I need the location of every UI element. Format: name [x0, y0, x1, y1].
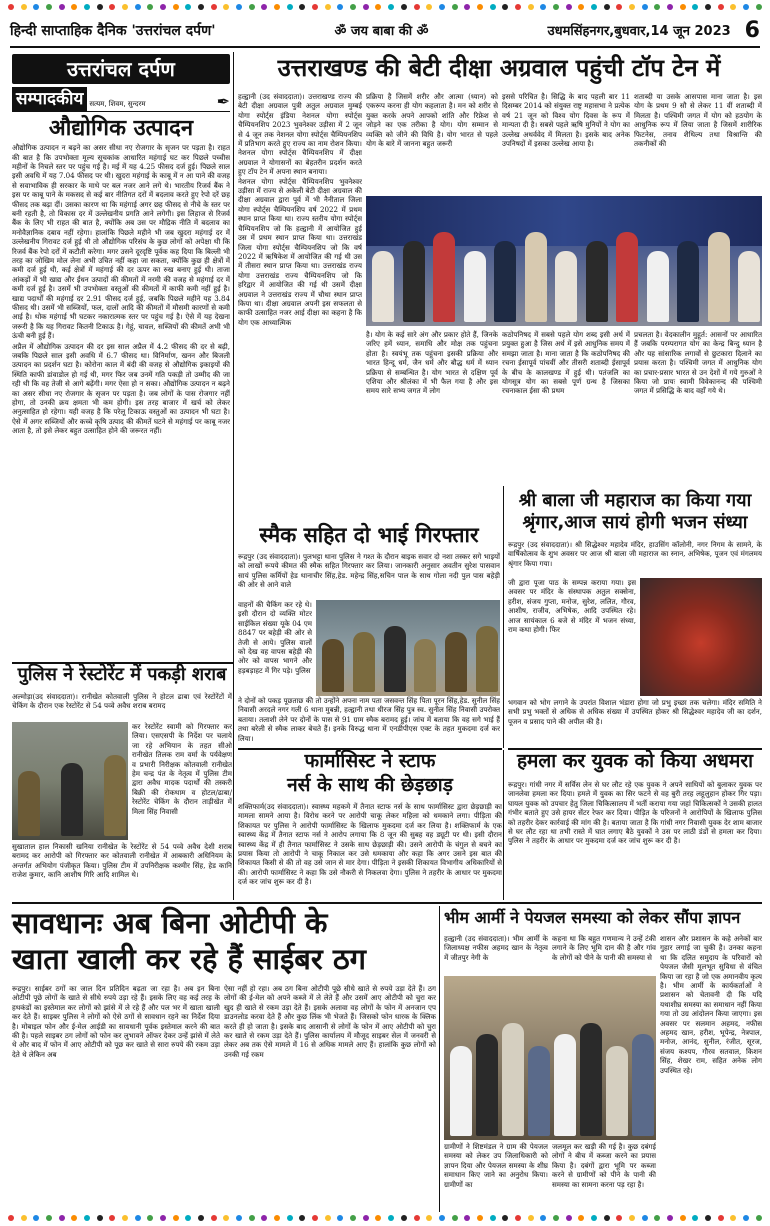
registration-dot	[629, 4, 635, 10]
registration-dot	[185, 1215, 191, 1221]
registration-dot	[414, 1215, 420, 1221]
registration-dot	[312, 4, 318, 10]
registration-dot	[211, 4, 217, 10]
person-figure	[18, 771, 40, 836]
divider-vertical-left-2	[233, 664, 234, 900]
person-figure	[647, 251, 669, 323]
editorial-banner: उत्तरांचल दर्पण	[12, 54, 230, 84]
registration-dot	[135, 1215, 141, 1221]
registration-dot	[97, 4, 103, 10]
registration-dot	[426, 1215, 432, 1221]
person-figure	[322, 639, 344, 692]
divider-vertical-left	[233, 52, 234, 664]
registration-dot	[299, 4, 305, 10]
registration-dot	[502, 4, 508, 10]
registration-dot	[756, 4, 762, 10]
registration-dot	[654, 4, 660, 10]
editorial-body-2: अप्रैल में औद्योगिक उत्पादन की दर इस साल अप्रैल में 4.2 फीसद की दर से बढ़ी, जबकि पिछले साल इसी अवधि में 6.7 फीसद था। विनिर्माण, खनन और बिजली उत्पादन का प्रदर्शन घटा है। कोरोना काल में बंदी की वजह से औद्योगिक इकाइयों की स्थिति काफी डांवाडोल हो गई थी, मगर फिर जब उनमें गति पकड़ी तो उम्मीद की जा रही थी कि वह तेजी से आगे बढ़ेंगी। मगर ऐसा हो न सका। औद्योगिक उत्पादन न बढ़ने का असर सीधा नए रोजगार के सृजन पर पड़ता है। जब लोगों के पास रोजगार नहीं होगा, तो उनकी क्रय क्षमता भी कम होगी। इस तरह बाजार में खर्च को लेकर अनुत्साहित हो रहेगा। यही वजह है कि परेलू टिकाऊ वस्तुओं का उत्पादन भी घटा है। ऐसे में अगर सब्जियों और कच्चे कृषि उत्पाद की कीमतें घटने से महंगाई पर काबू नजर आता है, तो इसे लेकर बहुत उत्साहित होने की जरूरत नहीं।	[12, 341, 230, 436]
bhajan-rest	[508, 698, 762, 746]
place-date: उधमसिंहनगर,बुधवार,14 जून 2023	[547, 24, 731, 39]
registration-dot	[477, 1215, 483, 1221]
registration-dot	[730, 1215, 736, 1221]
water-text-1b: ग्रामीणों ने शिष्टमंडल ने ग्राम की पेयजल समस्या को लेकर उप जिलाधिकारी को ज्ञापन दिया और पेयजल समस्या के शीघ्र समाधान किए जाने का अनुरोध किया। ग्रामीणों का	[444, 1142, 548, 1189]
registration-dot	[591, 4, 597, 10]
registration-dot	[274, 4, 280, 10]
cyber-headline-1: सावधानः अब बिना ओटीपी के	[12, 906, 328, 940]
registration-dot	[452, 1215, 458, 1221]
registration-dot	[46, 4, 52, 10]
person-figure	[403, 241, 425, 322]
person-figure	[476, 626, 498, 692]
registration-dots-bottom	[8, 1214, 762, 1222]
registration-dot	[616, 1215, 622, 1221]
registration-dot	[236, 4, 242, 10]
attack-story-text: रूद्रपुर। गांधी नगर में सर्विस लेन से घर लौट रहे एक युवक ने अपने साथियों को बुलाकर युवक पर जानलेवा हमला कर दिया। हमले में युवक का सिर फटने से वह बुरी तरह लहूलुहान होकर गिर पड़ा। घायल युवक को उपचार हेतु जिला चिकित्सालय में भर्ती कराया गया जहां चिकित्सकों ने उसकी हालत गंभीर बताते हुए उसे हायर सेंटर रेफर कर दिया। पीड़ित के परिजनों ने आरोपियों के खिलाफ पुलिस को तहरीर देकर कार्रवाई की मांग की है। बताया जाता है कि गांधी नगर निवासी युवक देर शाम बाजार से घर लौट रहा था तभी रास्ते में घात लगाए बैठे युवकों ने उस पर लाठी डंडों से हमला कर दिया। पुलिस ने तहरीर के आधार पर मुकदमा दर्ज कर जांच शुरू कर दी है।	[508, 780, 762, 846]
registration-dot	[173, 1215, 179, 1221]
registration-dot	[185, 4, 191, 10]
person-figure	[528, 1046, 550, 1136]
person-figure	[677, 241, 699, 322]
stage-backdrop	[366, 196, 762, 246]
registration-dot	[375, 4, 381, 10]
cyber-col2	[224, 984, 436, 1210]
top-story-col1	[238, 92, 362, 520]
registration-dot	[21, 1215, 27, 1221]
registration-dot	[705, 4, 711, 10]
nurse-story	[238, 802, 502, 900]
smack-story-lead-text: रूद्रपुर (उद संवाददाता)। पुलभट्टा थाना पुलिस ने गश्त के दौरान बाइक सवार दो नशा तस्कर सगे भाइयों को लाखों रूपये कीमत की स्मैक सहित गिरफ्तार कर लिया। जानकारी अनुसार अवतीन सुरेश पासवान सायं पुलिस कर्मियों हेड थानाचीर सिंह,हेड. महेन्द्र सिंह,सचिन पाल के साथ गोला नदी पुल पास बहेड़ी की ओर से आने वाले	[238, 552, 500, 590]
registration-dot	[718, 4, 724, 10]
water-col1	[444, 934, 548, 974]
person-figure	[525, 232, 547, 322]
divider-vertical-bottom	[439, 906, 440, 1212]
cyber-text-1: रूद्रपुर। साईबर ठगों का जाल दिन प्रतिदिन बढ़ता जा रहा है। अब इन बिना ओटीपी पूछे लोगों के खाते से सीधे रुपये उड़ा रहे हैं। इसके लिए वह कई तरह के हथकंडों का इस्तेमाल कर लोगों को झांसे में ले रहे हैं और पल भर में खाता खाली कर देते हैं। साइबर पुलिस ने लोगों को ऐसे ठगों से सावधान रहने का निर्देश दिया है। मोबाइल फोन और ई-मेल आईडी का सावधानी पूर्वक इस्तेमाल करने की बात की है। पहले साइबर ठग लोगों को फोन कर लुभावने ऑफर देकर उन्हें झांसे में लेते थे और बाद में फोन में आए ओटीपी को पूछ कर खाते से सारा रुपये की रकम उड़ा देते थे लेकिन अब	[12, 984, 220, 1059]
registration-dot	[388, 4, 394, 10]
person-figure	[433, 232, 455, 322]
registration-dot	[464, 1215, 470, 1221]
top-story-text-3: इससे परिचित है। सिद्धि के बाद पहली बार 11 दिसम्बर 2014 को संयुक्त राष्ट्र महासभा ने प्रत्येक वर्ष 21 जून को विश्व योग दिवस के रूप में मान्यता दी है। सबसे पहले ऋषि मुनियों ने योग का उल्लेख अथर्ववेद में मिलता है। इसके बाद अनेक उपनिषदों में इसका उल्लेख आया है।	[502, 92, 630, 149]
memorandum-photo	[444, 976, 656, 1140]
registration-dot	[249, 1215, 255, 1221]
cyber-col1	[12, 984, 220, 1210]
bhajan-rest-text: भगवान को भोग लगाने के उपरांत विशाल भंडारा होगा जो प्रभु इच्छा तक चलेगा। मंदिर समिति ने सभी प्रभु भक्तों से अधिक से अधिक संख्या में उपस्थित होकर श्री सिद्धेश्वर महादेव जी का दर्शन, पूजन व प्रसाद पाने की अपील की है।	[508, 698, 762, 726]
divider-vertical-mid	[503, 486, 504, 748]
registration-dot	[261, 1215, 267, 1221]
person-figure	[445, 632, 467, 692]
registration-dot	[553, 1215, 559, 1221]
top-story-col4	[634, 92, 762, 194]
registration-dot	[33, 1215, 39, 1221]
smack-story-rest-text: ने दोनों को पकड़ पूछताछ की तो उन्होंने अपना नाम पता जसवन्त सिंह पिता पूरन सिंह,हेड. सुनील सिंह निवासी अरदले नगर गली 6 थाना मुबन्नी, हल्द्वानी तथा धीरज सिंह पुत्र स्व. सुनील सिंह निवासी उपरोक्त बताया। तलाशी लेने पर दोनों के पास से 91 ग्राम स्मैक बरामद हुई। जांच में बताया कि वह सगे भाई हैं तथा बरेली से स्मैक लाकर बेचते हैं। इनके विरुद्ध थाना में एनडीपीएस एक्ट के तहत मुकदमा दर्ज कर लिया।	[238, 696, 500, 743]
liquor-seizure-photo	[12, 722, 128, 840]
paper-name: हिन्दी साप्ताहिक दैनिक 'उत्तरांचल दर्पण'	[10, 22, 216, 39]
registration-dot	[401, 4, 407, 10]
registration-dot	[578, 4, 584, 10]
registration-dot	[743, 1215, 749, 1221]
registration-dot	[490, 1215, 496, 1221]
registration-dot	[363, 1215, 369, 1221]
person-figure	[606, 1046, 628, 1136]
registration-dot	[211, 1215, 217, 1221]
registration-dot	[654, 1215, 660, 1221]
registration-dot	[173, 4, 179, 10]
registration-dot	[566, 4, 572, 10]
registration-dot	[287, 4, 293, 10]
registration-dot	[59, 4, 65, 10]
registration-dot	[718, 1215, 724, 1221]
registration-dot	[236, 1215, 242, 1221]
liquor-story-rest	[12, 842, 232, 898]
registration-dot	[198, 4, 204, 10]
registration-dot	[84, 1215, 90, 1221]
registration-dot	[680, 4, 686, 10]
registration-dot	[680, 1215, 686, 1221]
registration-dot	[616, 4, 622, 10]
registration-dot	[515, 4, 521, 10]
registration-dot	[350, 4, 356, 10]
registration-dot	[299, 1215, 305, 1221]
award-ceremony-photo	[366, 196, 762, 326]
person-figure	[586, 241, 608, 322]
person-figure	[353, 632, 375, 692]
person-figure	[104, 755, 126, 836]
registration-dot	[223, 4, 229, 10]
registration-dot	[591, 1215, 597, 1221]
liquor-lead-text: अल्मोड़ा(उद संवाददाता)। रानीखेत कोतवाली पुलिस ने होटल ढाबा एवं रेस्टोरेंटों में चेकिंग के दौरान एक रेस्टोरेंट से 54 पव्वे अवैध शराब बरामद	[12, 692, 232, 711]
divider-h-4	[12, 902, 762, 904]
cyber-headline-2: खाता खाली कर रहे हैं साईबर ठग	[12, 942, 366, 976]
water-col3	[660, 934, 762, 1210]
editorial-tagline: सत्यम, शिवम, सुन्दरम	[89, 100, 146, 108]
nurse-headline-2: नर्स के साथ की छेड़छाड़	[287, 774, 453, 796]
water-story-headline: भीम आर्मी ने पेयजल समस्या को लेकर सौंपा ज्ञापन	[444, 908, 741, 927]
registration-dot	[642, 1215, 648, 1221]
registration-dot	[375, 1215, 381, 1221]
registration-dot	[160, 4, 166, 10]
liquor-story-side	[132, 722, 232, 840]
person-figure	[372, 251, 394, 323]
registration-dot	[642, 4, 648, 10]
registration-dot	[540, 1215, 546, 1221]
registration-dot	[578, 1215, 584, 1221]
top-story-headline: उत्तराखण्ड की बेटी दीक्षा अग्रवाल पहुंची टॉप टेन में	[277, 54, 721, 82]
smack-story-side	[238, 600, 312, 694]
registration-dot	[667, 4, 673, 10]
registration-dot	[692, 1215, 698, 1221]
registration-dot	[198, 1215, 204, 1221]
registration-dot	[261, 4, 267, 10]
registration-dot	[21, 4, 27, 10]
masthead	[10, 14, 760, 48]
water-col2	[552, 934, 656, 974]
top-story-text-3b: कठोपनिषद में सबसे पहले योग शब्द इसी अर्थ में प्रयुक्त हुआ है जिस अर्थ में इसे आधुनिक समय में समझा जाता है। माना जाता है कि कठोपनिषद की रचना ईसापूर्व पांचवीं और तीसरी शताब्दी ईसापूर्व के बीच के कालखण्ड में हुई थी। पतंजलि का योगसूत्र योग का सबसे पूर्ण ग्रन्थ है जिसका रचनाकाल ईसा की प्रथम	[502, 330, 630, 396]
top-story-text-4: शताब्दी या उसके आसपास माना जाता है। इस योग के प्रथम 9 सौ से लेकर 11 वीं शताब्दी में मिलता है। पश्चिमी जगत में योग को हठयोग के आधुनिक रूप में लिया जाता है जिसमें शारीरिक फिटनेस, तनाव शैथिल्य तथा विश्रान्ति की तकनीकों की	[634, 92, 762, 149]
registration-dot	[274, 1215, 280, 1221]
top-story-text-1b: नेशनल योगा स्पोर्ट्स चैम्पियनशिप भुवनेश्वर उड़ीसा में राज्य से अकेली बेटी दीक्षा अग्रवाल की दीक्षा अग्रवाल द्वारा पूर्व में भी नैनीताल जिला योगा स्पोर्ट्स चैम्पियनशिप वर्ष 2022 में प्रथम स्थान प्राप्त किया था। राज्य स्तरीय योगा स्पोर्ट्स चैम्पियनशिप जो कि हल्द्वानी में आयोजित हुई उस में प्रथम स्थान प्राप्त किया था। उत्तराखंड जिला योगा स्पोर्ट्स चैम्पियनशिप जो कि वर्ष 2022 में ऋषिकेश में आयोजित की गई थी उस में तीसरा स्थान प्राप्त किया था। उत्तराखंड राज्य योगा उत्तराखंड राज्य चैम्पियनशिप जो कि हरिद्वार में आयोजित की गई थी उसमें दीक्षा अग्रवाल ने उत्तराखंड राज्य में चौथा स्थान प्राप्त किया था। दीक्षा अग्रवाल अपनी इस सफलता से काफी उत्साहित नजर आई दीक्षा का कहना है कि योग एक आध्यात्मिक	[238, 176, 362, 327]
registration-dot	[604, 1215, 610, 1221]
registration-dot	[71, 1215, 77, 1221]
liquor-side-text: कर रेस्टोरेंट स्वामी को गिरफ्तार कर लिया। एसएसपी के निर्देश पर चलाये जा रहे अभियान के तहत सीओ रानीखेत तिलक राम वर्मा के पर्यवेक्षण व प्रभारी निरीक्षक कोतवाली रानीखेत हेम चन्द्र पंत के नेतृत्व में पुलिस टीम द्वारा अवैध मादक पदार्थों की तस्करी बिक्री की रोकथाम व होटल/ढाबा/रेस्टोरेंट चेकिंग के दौरान ताड़ीखेत में मिला सिंह निवासी	[132, 722, 232, 816]
top-story-text-4b: प्रचलता है। वेदकालीन मुहूर्त: आसनों पर आधारित हैं जबकि परम्परागत योग का केन्द्र बिन्दु ध्यान है और यह सांसारिक लगावों से छुटकारा दिलाने का प्रयास करता है। पश्चिमी जगत में आधुनिक योग का प्रचार-प्रसार भारत से उन देशों में गये गुरुओं ने किया जो प्रायः स्वामी विवेकानन्द की पश्चिमी जगत में प्रसिद्धि के बाद वहाँ गये थे।	[634, 330, 762, 396]
page-number: 6	[744, 17, 760, 43]
registration-dot	[8, 1215, 14, 1221]
person-figure	[708, 232, 730, 322]
registration-dot	[540, 4, 546, 10]
registration-dot	[401, 1215, 407, 1221]
registration-dot	[325, 1215, 331, 1221]
person-figure	[384, 626, 406, 692]
editorial-label: सम्पादकीय	[12, 87, 87, 111]
attack-story	[508, 780, 762, 900]
top-story-text-2b: है। योग के कई सारे अंग और प्रकार होते हैं, जिनके जरिए हमें ध्यान, समाधि और मोक्ष तक पहुंचना होता है। स्वयंभू तक पहुंचना इसकी प्रक्रिया और भारत हिन्दू धर्म, जैन धर्म और बौद्ध धर्म में ध्यान प्रक्रिया से सम्बन्धित है। योग भारत से दक्षिण पूर्व एशिया और श्रीलंका में भी फैल गया है और इस समय सारे सभ्य जगत में लोग	[366, 330, 498, 396]
registration-dot	[692, 4, 698, 10]
registration-dot	[426, 4, 432, 10]
bhajan-side-text: जी द्वारा पूजा पाठ के सम्पन्न कराया गया। इस अवसर पर मंदिर के संस्थापक अतुल सक्सेना, हरीश, संजय गुप्ता, मनोज, सुरेश, ललित, गौरव, आशीष, राजीव, अभिषेक, आदि उपस्थित रहे। आज सायंकाल 6 बजे से मंदिर में भजन संध्या, राम कथा होगी। फिर	[508, 578, 636, 635]
registration-dot	[743, 4, 749, 10]
attack-story-headline: हमला कर युवक को किया अधमरा	[516, 750, 754, 772]
editorial-title: औद्योगिक उत्पादन	[48, 116, 194, 141]
water-text-1: हल्द्वानी (उद संवाददाता)। भीम आर्मी के जिलाध्यक्ष नफीस अहमद खान के नेतृत्व में जीतपुर नेगी के	[444, 934, 548, 962]
bhajan-lead-text: रूद्रपुर (उद संवाददाता)। श्री सिद्धेश्वर महादेव मंदिर, हाउसिंग कॉलोनी, नगर निगम के सामने, के वार्षिकोत्सव के शुभ अवसर पर आज श्री बाला जी महाराज का स्नान, अभिषेक, पूजन एवं मंगलमय श्रृंगार किया गया।	[508, 540, 762, 568]
top-story-col2b	[366, 330, 498, 478]
liquor-rest-text: सुखाताल हाल निकासी खनिया रानीखेत के रेस्टोरेंट से 54 पव्वे अवैध देशी शराब बरामद कर आरोपी को गिरफ्तार कर कोतवाली रानीखेत में आबकारी अधिनियम के अन्तर्गत अभियोग पंजीकृत किया। पुलिस टीम में उपनिरीक्षक कश्मीर सिंह, हेड कानि राजेश कुमार, कानि आशीष गिरि आदि शामिल थे।	[12, 842, 232, 880]
person-figure	[555, 251, 577, 323]
registration-dot	[337, 1215, 343, 1221]
top-story-col3b	[502, 330, 630, 478]
person-figure	[580, 1023, 602, 1136]
registration-dot	[33, 4, 39, 10]
bhajan-headline-1: श्री बाला जी महाराज का किया गया	[518, 490, 752, 511]
person-figure	[632, 1034, 654, 1136]
water-text-3: शासन और प्रशासन के कहे अनेकों बार गुहार लगाई जा चुकी है। उनका कहना था कि दलित समुदाय के परिवारों को पेयजल जैसी मूलभूत सुविधा से वंचित किया जा रहा है जो एक अमानवीय कृत्य है। भीम आर्मी के कार्यकर्ताओं ने प्रशासन को चेतावनी दी कि यदि यथाशीघ्र समस्या का समाधान नहीं किया गया तो उग्र आंदोलन किया जाएगा। इस अवसर पर सलमान अहमद, नफीस अहमद खान, हरीश, भूपेन्द्र, नेत्रपाल, मनोज, आनंद, सुनील, रंजीत, सूरज, संजय कश्यप, गौरव सतवाल, किशन सिंह, शेखर राम, सहित अनेक लोग उपस्थित रहे।	[660, 934, 762, 1075]
editorial-body: औद्योगिक उत्पादन न बढ़ने का असर सीधा नए रोजगार के सृजन पर पड़ता है। राहत की बात है कि उपभोक्ता मूल्य सूचकांक आधारित महंगाई घट कर पिछले पच्चीस महीनों के निचले स्तर पर पहुंच गई है। मई में यह 4.25 फीसद दर्ज हुई। पिछले साल इसी अवधि में यह 7.04 फीसद पर थी। खुदरा महंगाई के काबू में न आ पाने की वजह से सवाभाविक ही सरकार के माथे पर बल नजर आने लगे थे। भारतीय रिजर्व बैंक ने इस पर काबू पाने के मकसद से कई बार नीतिगत दरों में बदलाव करते हुए रेपो दरें छह फीसद तक बढ़ा दीं। उसका कारण था कि महंगाई अगर छह फीसद से नीचे के स्तर पर बनी रहती है, तो विकास दर में उल्लेखनीय प्रगति आने लगेगी। इस लिहाज से रिजर्व बैंक के लिए भी राहत की बात है, क्योंकि अब उस पर मौद्रिक नीति में बदलाव का मनोवैज्ञानिक दबाव नहीं रहेगा। हालांकि पिछले महीने भी जब खुदरा महंगाई दर में उल्लेखनीय गिरावट दर्ज हुई थी तो औद्योगिक परिसंघ के कुछ लोगों को अपेक्षा थी कि रिजर्व बैंक रेपो दरों में कटौती करेगा। मगर उसने दूरदृष्टि पूर्वक कह दिया कि बिल्ली भी तरह का जोखिम मोल लेना अभी उचित नहीं कहा जा सकता, क्योंकि कुछ ही क्षेत्रों में कमी दर्ज हुई थी, कई क्षेत्रों में महंगाई की दर ऊपर का रुख बनाए हुई थी। ताजा आंकड़ों में भी खाद्य और ईंधन उत्पादों की कीमतों में नरमी की वजह से महंगाई दर में कमी दर्ज हुई है। उसमें भी उपभोक्ता वस्तुओं की कीमतों में काफी कमी नहीं हुई है। खाद्य पदार्थों की महंगाई दर 2.91 फीसद दर्ज हुई, जबकि पिछले महीने यह 3.84 फीसद थी। उसमें भी सब्जियों, फल, दालों आदि की कीमतों में मौसमी कारणों से कमी आई है। थोक महंगाई भी घटकर नकारात्मक स्तर पर पहुंच गई है। ऐसे में यह देखना जरूरी है कि यह गिरावट कितनी टिकाऊ है। गेहूं, चावल, सब्जियों की कीमतें अभी भी ऊंची बनी हुई हैं।	[12, 143, 230, 341]
registration-dot	[528, 1215, 534, 1221]
balaji-idol-photo	[640, 578, 762, 696]
nurse-headline-1: फार्मासिस्ट ने स्टाफ	[304, 750, 436, 772]
person-figure	[616, 232, 638, 322]
registration-dot	[756, 1215, 762, 1221]
registration-dot	[325, 4, 331, 10]
water-text-2: कहना था कि बहुत गणमान्य ने उन्हें टंकी लगाने के लिए भूमि दान की है और गांव के लोगों को पीने के पानी की समस्या से	[552, 934, 656, 962]
cyber-text-2: ऐसा नहीं हो रहा। अब ठग बिना ओटीपी पूछे सीधे खाते से रुपये उड़ा देते हैं। ठग लोगों की ई-मेल को अपने कब्जे में ले लेते हैं और उसमें आए ओटीपी को चुरा कर खुद ही खाते से रकम उड़ा देते हैं। इसके अलावा वह लोगों के फोन में अनजान एप डाउनलोड करवा देते हैं और कुछ लिंक भी भेजते हैं। जिसको फोन धारक के क्लिक करते ही हो जाता है। इसके बाद आसानी से लोगों के फोन में आए ओटीपी को चुरा कर खाते से रकम उड़ा देते हैं। पुलिस कार्यालय में मौजूद साइबर सेल में जनवरी से लेकर अब तक ऐसे मामले में 16 से अधिक मामले आए हैं। हालांकि कुछ लोगों को उनकी गई रकम	[224, 984, 436, 1059]
registration-dot	[109, 1215, 115, 1221]
liquor-story-lead	[12, 692, 232, 720]
registration-dot	[147, 4, 153, 10]
registration-dot	[566, 1215, 572, 1221]
registration-dot	[249, 4, 255, 10]
registration-dot	[84, 4, 90, 10]
registration-dot	[46, 1215, 52, 1221]
registration-dot	[667, 1215, 673, 1221]
registration-dot	[490, 4, 496, 10]
person-figure	[464, 251, 486, 323]
registration-dot	[223, 1215, 229, 1221]
registration-dot	[71, 4, 77, 10]
pen-icon: ✒	[216, 92, 230, 111]
registration-dot	[59, 1215, 65, 1221]
registration-dot	[464, 4, 470, 10]
registration-dot	[8, 4, 14, 10]
registration-dot	[730, 4, 736, 10]
person-figure	[494, 241, 516, 322]
registration-dot	[452, 4, 458, 10]
registration-dot	[604, 4, 610, 10]
registration-dot	[135, 4, 141, 10]
bhajan-lead	[508, 540, 762, 576]
motto: ॐ जय बाबा की ॐ	[334, 24, 429, 39]
top-story-col2	[366, 92, 498, 194]
registration-dot	[147, 1215, 153, 1221]
registration-dot	[502, 1215, 508, 1221]
person-figure	[502, 1023, 524, 1136]
registration-dot	[439, 1215, 445, 1221]
smack-story-rest	[238, 696, 500, 746]
top-story-col3	[502, 92, 630, 194]
person-figure	[554, 1034, 576, 1136]
registration-dot	[705, 1215, 711, 1221]
registration-dot	[109, 4, 115, 10]
water-col1b	[444, 1142, 548, 1210]
top-story-text-1: हल्द्वानी (उद संवाददाता)। उत्तराखण्ड राज्य की बेटी दीक्षा अग्रवाल पुत्री अतुल अग्रवाल मुम्बई योगा स्पोर्ट्स इंडिया नेशनल योगा स्पोर्ट्स चैम्पियनशिप 2023 भुवनेश्वर उड़ीसा में 2 जून से 4 जून तक नेशनल योगा स्पोर्ट्स चैम्पियनशिप में प्रतिभाग करते हुए राज्य का नाम रोशन किया। नेशनल योगा स्पोर्ट्स चैम्पियनशिप में दीक्षा अग्रवाल ने योगासनों का बेहतरीन प्रदर्शन करते हुए टॉप टेन में अपना स्थान बनाया।	[238, 92, 362, 177]
editorial-label-row	[12, 86, 230, 112]
person-figure	[61, 763, 83, 836]
person-figure	[414, 639, 436, 692]
registration-dot	[528, 4, 534, 10]
registration-dot	[287, 1215, 293, 1221]
registration-dot	[312, 1215, 318, 1221]
smack-story-lead	[238, 552, 500, 598]
registration-dot	[122, 4, 128, 10]
person-figure	[738, 251, 760, 323]
registration-dot	[388, 1215, 394, 1221]
registration-dot	[515, 1215, 521, 1221]
smack-story-side-text: वाहनों की चैकिंग कर रहे थे। इसी दौरान दो व्यक्ति मोटर साईकिल संख्या यूके 04 एम 8847 पर बहेड़ी की ओर से तेजी से आये। पुलिस वालों को देख वह वापस बहेड़ी की ओर को वापस भागने और हड़बड़ाहट में गिर पड़े। पुलिस	[238, 600, 312, 675]
registration-dot	[97, 1215, 103, 1221]
person-figure	[476, 1034, 498, 1136]
liquor-story-headline: पुलिस ने रेस्टोरेंट में पकड़ी शराब	[17, 664, 227, 685]
smack-story-headline: स्मैक सहित दो भाई गिरफ्तार	[259, 523, 479, 547]
registration-dot	[337, 4, 343, 10]
bhajan-headline-2: श्रृंगार,आज सायं होगी भजन संध्या	[522, 512, 748, 533]
top-story-col4b	[634, 330, 762, 478]
registration-dot	[414, 4, 420, 10]
registration-dot	[553, 4, 559, 10]
registration-dot	[477, 4, 483, 10]
registration-dot	[350, 1215, 356, 1221]
nurse-story-text: शक्तिफार्म(उद संवाददाता)। स्वास्थ्य महकमे में तैनात स्टाफ नर्स के साथ फार्मासिस्ट द्वारा छेड़छाड़ी का मामला सामने आया है। विरोध करने पर आरोपी चाकू लेकर महिला को धमकाने लगा। पीड़िता की शिकायत पर पुलिस ने आरोपी फार्मासिस्ट के खिलाफ मुकदमा दर्ज कर लिया है। शक्तिफार्म के एक स्वास्थ्य केंद्र में तैनात स्टाफ नर्स ने आरोप लगाया कि 8 जून की सुबह वह ड्यूटी पर थी। इसी दौरान स्वास्थ्य केंद्र में ही तैनात फार्मासिस्ट ने उसके साथ छेड़छाड़ी की। उसने आरोपी के चंगुल से बचने का प्रयास किया तो आरोपी ने चाकू निकाल कर उसे धमकाया और कहा कि अगर उसने इस बात की शिकायत किसी से की तो वह उसे जान से मार देगा। पीड़िता ने इसकी शिकायत विभागीय अधिकारियों से की। आरोपी फार्मासिस्ट ने कहा कि उसे नौकरी से निकलवा देगा। पुलिस ने तहरीर के आधार पर मुकदमा दर्ज कर जांच शुरू कर दी है।	[238, 802, 502, 887]
registration-dot	[122, 1215, 128, 1221]
water-col2b	[552, 1142, 656, 1210]
registration-dot	[160, 1215, 166, 1221]
divider-vertical-mid-2	[503, 750, 504, 900]
registration-dot	[629, 1215, 635, 1221]
top-story-text-2: प्रक्रिया है जिसमें शरीर और आत्मा (ध्यान) को एकरूप करना ही योग कहलाता है। मन को शरीर से युक्त करके अपने आपको शांति और रिफ्रेश से जोड़ने का एक तरीका है योग। योग सम्मान से व्यक्ति को जीने की विधि है। योग भारत से पहले योग के बारे में जानना बहुत जरूरी	[366, 92, 498, 149]
registration-dots-top	[8, 3, 762, 11]
registration-dot	[363, 4, 369, 10]
bhajan-side	[508, 578, 636, 696]
smack-arrest-photo	[316, 600, 500, 696]
editorial-column	[12, 54, 230, 660]
person-figure	[450, 1046, 472, 1136]
registration-dot	[439, 4, 445, 10]
water-text-2b: जलमूल कर खड़ी की गई है। कुछ दबंगई लोगों ने बीच में कब्जा करने का प्रयास किया है। दबंगों द्वारा भूमि पर कब्जा करने से ग्रामीणों को पीने के पानी की समस्या का सामना करना पड़ रहा है।	[552, 1142, 656, 1189]
